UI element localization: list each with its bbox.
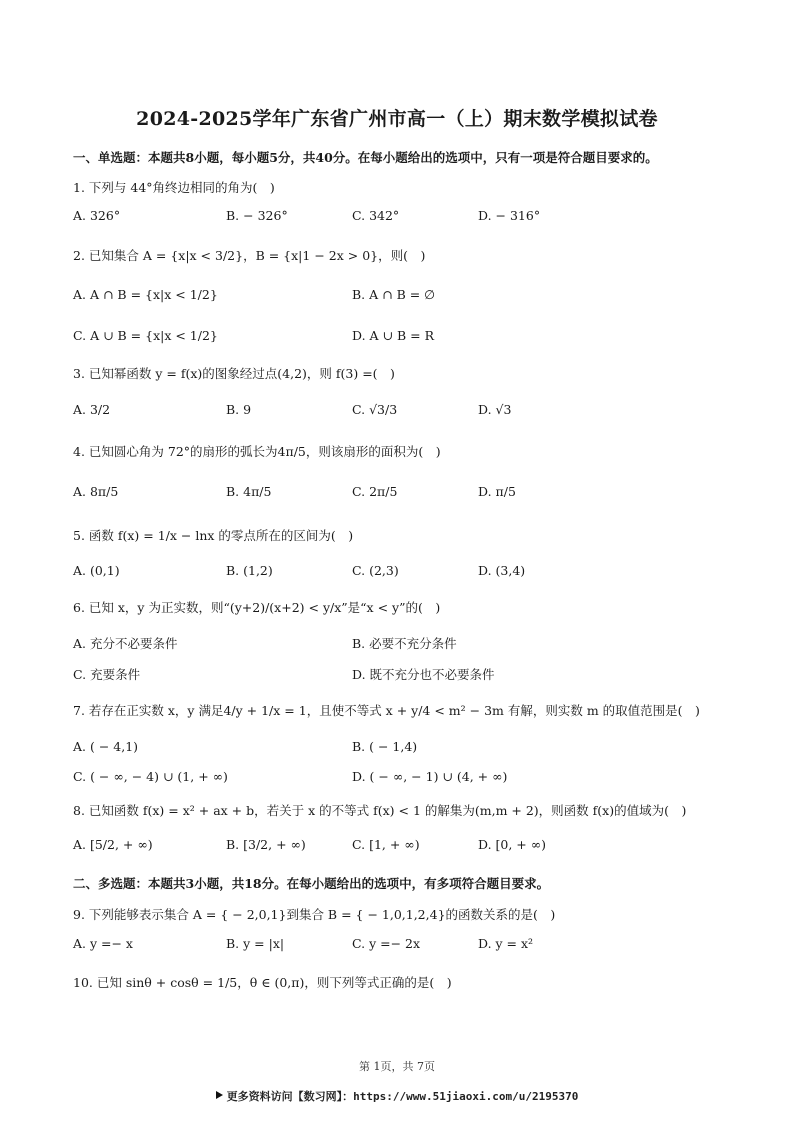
question-7-option-d: D. ( − ∞, − 1) ∪ (4, + ∞) <box>352 769 508 784</box>
question-1-option-d: D. − 316° <box>478 208 541 223</box>
question-3-option-d: D. √3 <box>478 402 512 417</box>
question-5-option-d: D. (3,4) <box>478 563 526 578</box>
question-2-stem: 2. 已知集合 A = {x|x < 3/2}，B = {x|1 − 2x > 0}，则( ) <box>73 248 426 263</box>
section-heading-multiple-choice: 二、多选题：本题共3小题，共18分。在每小题给出的选项中，有多项符合题目要求。 <box>73 876 550 891</box>
question-6-option-b: B. 必要不充分条件 <box>352 636 457 651</box>
question-5-option-a: A. (0,1) <box>73 563 120 578</box>
question-3-stem: 3. 已知幂函数 y = f(x)的图象经过点(4,2)，则 f(3) =( ) <box>73 366 395 381</box>
resource-link[interactable] <box>0 1088 794 1104</box>
question-6-option-a: A. 充分不必要条件 <box>73 636 178 651</box>
question-5-stem: 5. 函数 f(x) = 1/x − lnx 的零点所在的区间为( ) <box>73 528 354 543</box>
question-9-option-d: D. y = x² <box>478 936 534 951</box>
question-7-option-c: C. ( − ∞, − 4) ∪ (1, + ∞) <box>73 769 228 784</box>
question-4-option-c: C. 2π/5 <box>352 484 398 499</box>
question-2-option-a: A. A ∩ B = {x|x < 1/2} <box>73 287 218 302</box>
question-8-option-c: C. [1, + ∞) <box>352 837 420 852</box>
question-4-option-b: B. 4π/5 <box>226 484 272 499</box>
question-7-option-a: A. ( − 4,1) <box>73 739 139 754</box>
question-9-option-c: C. y =− 2x <box>352 936 421 951</box>
question-7-option-b: B. ( − 1,4) <box>352 739 418 754</box>
question-1-option-a: A. 326° <box>73 208 121 223</box>
resource-link-text: 更多资料访问【数习网】：https://www.51jiaoxi.com/u/2195370 <box>226 1090 579 1103</box>
flag-icon <box>216 1091 223 1099</box>
page-number: 第 1页，共 7页 <box>359 1060 435 1073</box>
question-2-option-d: D. A ∪ B = R <box>352 328 434 343</box>
section-heading-single-choice: 一、单选题：本题共8小题，每小题5分，共40分。在每小题给出的选项中，只有一项是符合题目要求的。 <box>73 150 658 165</box>
question-5-option-b: B. (1,2) <box>226 563 273 578</box>
question-4-stem: 4. 已知圆心角为 72°的扇形的弧长为4π/5，则该扇形的面积为( ) <box>73 444 441 459</box>
question-5-option-c: C. (2,3) <box>352 563 399 578</box>
page-title: 2024-2025学年广东省广州市高一（上）期末数学模拟试卷 <box>136 108 658 130</box>
question-9-option-b: B. y = |x| <box>226 936 285 951</box>
question-1-stem: 1. 下列与 44°角终边相同的角为( ) <box>73 180 275 195</box>
question-3-option-b: B. 9 <box>226 402 252 417</box>
question-8-option-a: A. [5/2, + ∞) <box>73 837 153 852</box>
question-1-option-b: B. − 326° <box>226 208 288 223</box>
question-9-stem: 9. 下列能够表示集合 A = { − 2,0,1}到集合 B = { − 1,0,1,2,4}的函数关系的是( ) <box>73 907 556 922</box>
question-8-option-b: B. [3/2, + ∞) <box>226 837 306 852</box>
question-4-option-a: A. 8π/5 <box>73 484 119 499</box>
question-1-option-c: C. 342° <box>352 208 400 223</box>
question-7-stem: 7. 若存在正实数 x，y 满足4/y + 1/x = 1，且使不等式 x + y/4 < m² − 3m 有解，则实数 m 的取值范围是( ) <box>73 703 700 718</box>
question-2-option-b: B. A ∩ B = ∅ <box>352 287 436 302</box>
question-4-option-d: D. π/5 <box>478 484 516 499</box>
question-10-stem: 10. 已知 sinθ + cosθ = 1/5，θ ∈ (0,π)，则下列等式正确的是( ) <box>73 975 452 990</box>
question-8-stem: 8. 已知函数 f(x) = x² + ax + b，若关于 x 的不等式 f(x) < 1 的解集为(m,m + 2)，则函数 f(x)的值域为( ) <box>73 803 687 818</box>
question-9-option-a: A. y =− x <box>73 936 133 951</box>
question-6-stem: 6. 已知 x，y 为正实数，则“(y+2)/(x+2) < y/x”是“x < y”的( ) <box>73 600 441 615</box>
question-6-option-d: D. 既不充分也不必要条件 <box>352 667 495 682</box>
question-3-option-a: A. 3/2 <box>73 402 111 417</box>
question-3-option-c: C. √3/3 <box>352 402 398 417</box>
question-2-option-c: C. A ∪ B = {x|x < 1/2} <box>73 328 218 343</box>
question-6-option-c: C. 充要条件 <box>73 667 141 682</box>
question-8-option-d: D. [0, + ∞) <box>478 837 547 852</box>
